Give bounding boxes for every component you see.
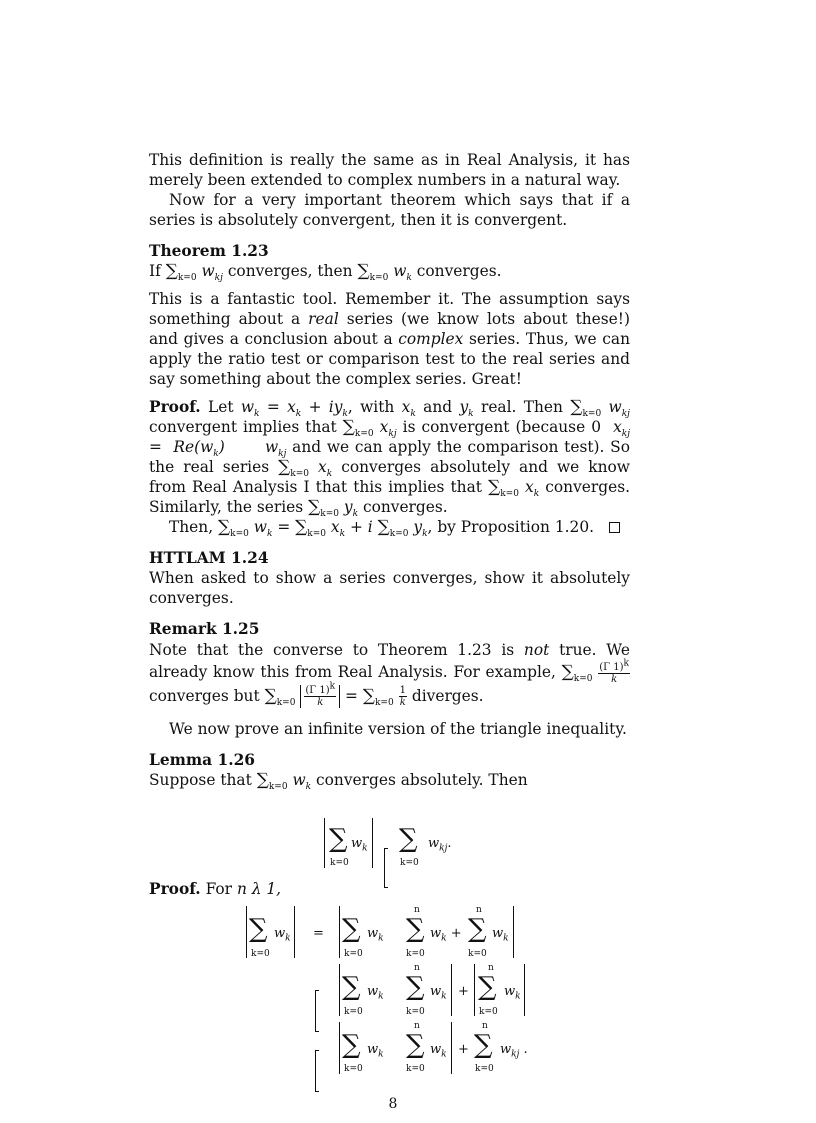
theorem-statement: If $\sum_{k=0}$ $w_{kj}$ converges, then $\sum_{k=0}$ $w_k$ converges. bbox=[149, 261, 502, 284]
httlam-text: When asked to show a series converges, show it absolutely converges. bbox=[149, 569, 630, 607]
remark-text: Note that the converse to Theorem 1.23 is not true. We already know this from Real Analysis. For example, $\sum_{k=0}$ $\frac{(\Gamma 1)^k}{k}$ converges but $\sum_{k=0}$ $\frac{(\Gamma 1)^k}{k}$ = $\sum_{k=0}$ $\frac{1}{k}$ diverges. bbox=[149, 641, 630, 709]
intro-paragraph-1: This definition is really the same as in Real Analysis, it has merely been extended to complex numbers in a natural way. bbox=[149, 151, 630, 189]
page-number: 8 bbox=[388, 1096, 398, 1112]
intro-paragraph-2: Now for a very important theorem which says that if a series is absolutely convergent, then it is convergent. bbox=[149, 191, 630, 229]
lemma-title: Lemma 1.26 bbox=[149, 751, 255, 770]
theorem-title: Theorem 1.23 bbox=[149, 242, 269, 260]
httlam-title: HTTLAM 1.24 bbox=[149, 549, 269, 567]
lemma-statement: Suppose that $\sum_{k=0}$ $w_k$ converges absolutely. Then bbox=[149, 770, 528, 793]
theorem-comment: This is a fantastic tool. Remember it. The assumption says something about a real series (we know lots about these!) and gives a conclusion about a complex series. Thus, we can apply the ratio test or comparison test to the real series and say something about the complex series. Great! bbox=[149, 290, 630, 388]
qed-symbol bbox=[609, 522, 620, 533]
triangle-intro: We now prove an infinite version of the triangle inequality. bbox=[169, 720, 627, 739]
proof-lemma-label: Proof. For n λ 1, bbox=[149, 880, 282, 898]
remark-title: Remark 1.25 bbox=[149, 620, 260, 638]
proof-theorem: Proof. Let $w_k = x_k + iy_k$, with $x_k$ and $y_k$ real. Then $\sum_{k=0}$ $w_{kj}$ convergent implies that $\sum_{k=0}$ $x_{kj}$ is convergent (because 0 $x_{kj} = Re(w_k)$ $w_{kj}$ and we can apply the comparison test). So the real series $\sum_{k=0}$ $x_k$ converges absolutely and we know from Real Analysis I that this implies that $\sum_{k=0}$ $x_k$ converges. Similarly, the series $\sum_{k=0}$ $y_k$ converges. bbox=[149, 397, 630, 520]
proof-theorem-conclusion: Then, $\sum_{k=0}$ $w_k = \sum_{k=0}$ $x_k + i$ $\sum_{k=0}$ $y_k$, by Proposition 1.20. bbox=[149, 517, 630, 537]
page-body bbox=[149, 150, 630, 793]
